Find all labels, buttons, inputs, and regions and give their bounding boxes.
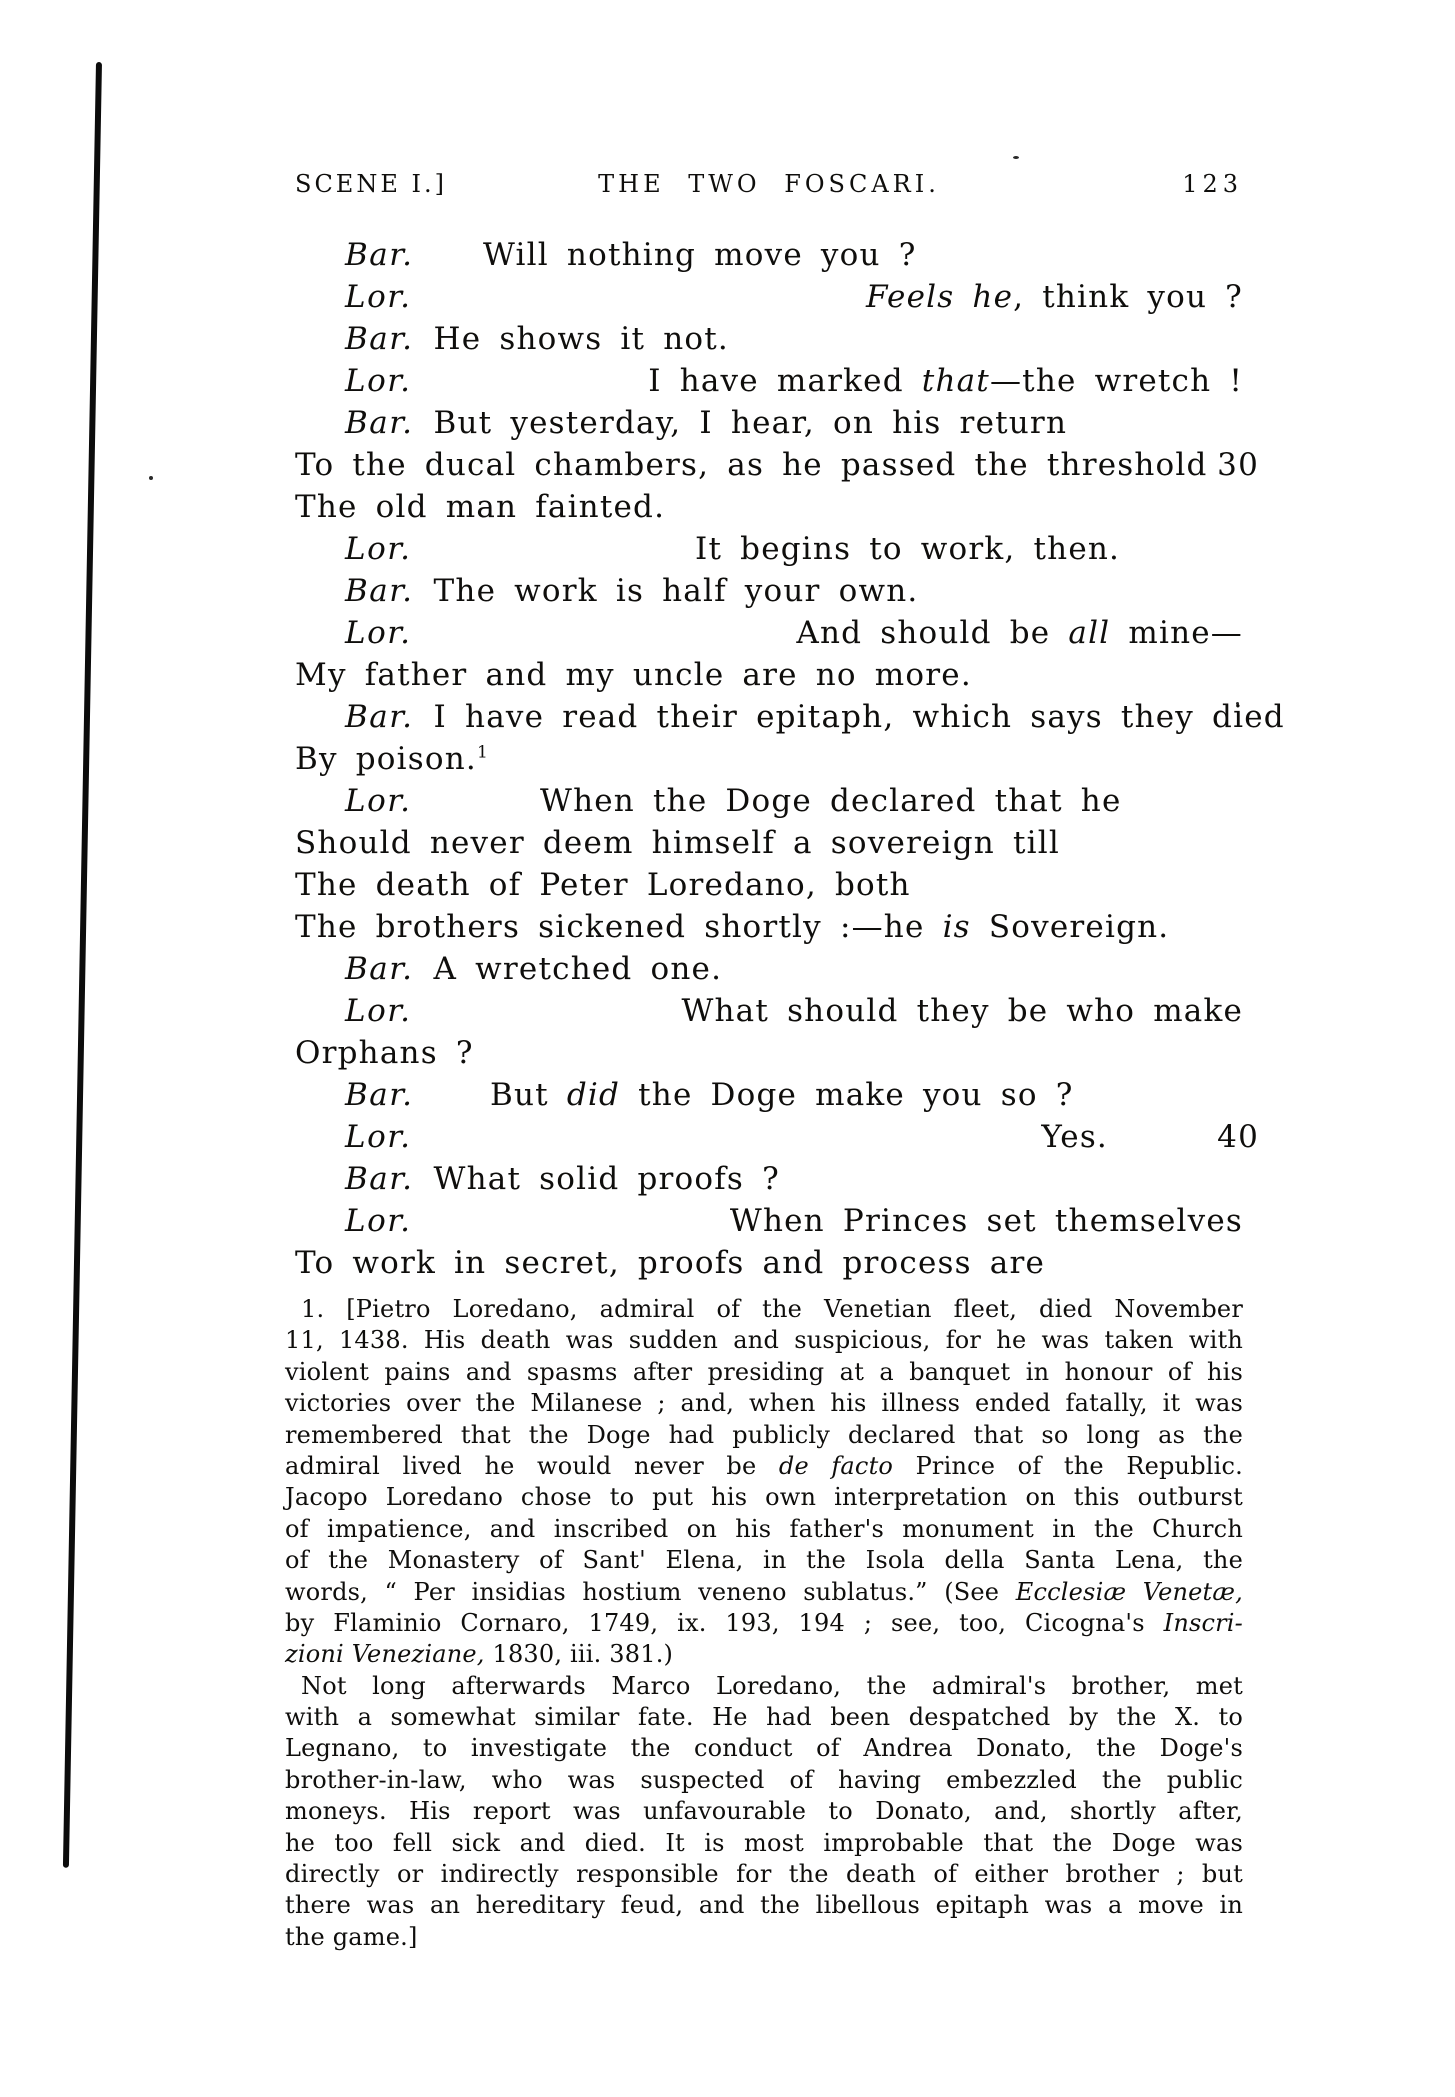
- verse-text: [695, 528, 1120, 570]
- text-segment: Prince of the Republic.: [893, 1451, 1244, 1480]
- footnote-line: [285, 1922, 1243, 1953]
- footnote-line: [285, 1514, 1243, 1545]
- speaker-abbrev: Lor.: [345, 363, 412, 399]
- speaker-abbrev: Lor.: [345, 1119, 412, 1155]
- dialogue-line: [295, 486, 1243, 528]
- footnote-line: [285, 1388, 1243, 1419]
- verse-text: [434, 321, 729, 357]
- speaker-abbrev: Lor.: [345, 1203, 412, 1239]
- verse-text: [490, 1074, 1074, 1116]
- text-segment: To work in secret, proofs and process are: [295, 1245, 1046, 1281]
- verse-text: [295, 867, 911, 903]
- binding-crease-line: [63, 62, 102, 1868]
- dialogue-line: [295, 822, 1243, 864]
- footnote-line: [285, 1671, 1243, 1702]
- dialogue-line: [295, 1074, 1243, 1116]
- dialogue-line: [295, 1200, 1243, 1242]
- text-segment: the game.]: [285, 1922, 418, 1951]
- footnote-line: [285, 1451, 1243, 1482]
- text-segment: remembered that the Doge had publicly declared that so long as the: [285, 1420, 1243, 1449]
- footnote-line: [285, 1482, 1243, 1513]
- text-segment: But: [490, 1077, 567, 1113]
- text-segment: Legnano, to investigate the conduct of Andrea Donato, the Doge's: [285, 1734, 1243, 1763]
- footnote-line: [285, 1357, 1243, 1388]
- text-segment: moneys. His report was unfavourable to Donato, and, shortly after,: [285, 1797, 1243, 1826]
- verse-text: [540, 780, 1122, 822]
- text-segment: Sovereign.: [970, 909, 1170, 945]
- text-segment: A wretched one.: [433, 951, 723, 987]
- footnote-line: [285, 1639, 1243, 1670]
- footnote-line: [285, 1828, 1243, 1859]
- dialogue-line: [295, 1158, 1243, 1200]
- text-segment: 11, 1438. His death was sudden and suspicious, for he was taken with: [285, 1326, 1243, 1355]
- dialogue-line: [295, 528, 1243, 570]
- text-segment: mine—: [1110, 615, 1243, 651]
- verse-line-number: 40: [1217, 1119, 1259, 1155]
- emphasis-text: did: [566, 1077, 621, 1113]
- text-segment: What should they be who make: [681, 993, 1243, 1029]
- dialogue-line: [295, 360, 1243, 402]
- speaker-abbrev: Bar.: [345, 321, 414, 357]
- speaker-abbrev: Lor.: [345, 993, 412, 1029]
- text-segment: of the Monastery of Sant' Elena, in the Isola della Santa Lena, the: [285, 1546, 1243, 1575]
- dialogue-line: [295, 864, 1243, 906]
- speaker-abbrev: Bar.: [345, 405, 414, 441]
- verse-text: [866, 276, 1243, 318]
- speaker-abbrev: Bar.: [345, 1077, 414, 1113]
- speaker-abbrev: Lor.: [345, 531, 412, 567]
- verse-text: [295, 489, 665, 525]
- scan-speck: [149, 476, 153, 480]
- dialogue-line: [295, 696, 1285, 738]
- footnote-line: [285, 1890, 1243, 1921]
- text-segment: 1830, iii. 381.): [484, 1640, 674, 1669]
- speaker-abbrev: Lor.: [345, 615, 412, 651]
- dialogue-line: [295, 612, 1243, 654]
- verse-text: [434, 405, 1068, 441]
- text-segment: To the ducal chambers, as he passed the threshold: [295, 447, 1208, 483]
- text-segment: the Doge make you so ?: [620, 1077, 1074, 1113]
- emphasis-text: Inscri-: [1163, 1608, 1243, 1637]
- scan-speck: [1013, 156, 1019, 159]
- text-segment: It begins to work, then.: [695, 531, 1121, 567]
- dialogue-line: [295, 234, 1243, 276]
- dialogue-line: [295, 738, 1243, 780]
- speaker-abbrev: Bar.: [345, 699, 414, 735]
- dialogue-line: [295, 318, 1243, 360]
- dialogue-line: [295, 402, 1243, 444]
- footnote-ref-superscript: 1: [476, 742, 490, 763]
- footnote-line: [285, 1796, 1243, 1827]
- text-segment: by Flaminio Cornaro, 1749, ix. 193, 194 ; see, too, Cicogna's: [285, 1608, 1164, 1637]
- text-segment: words, “ Per insidias hostium veneno sublatus.” (See: [285, 1577, 1016, 1606]
- verse-text: [295, 1245, 1045, 1281]
- dialogue-line: [295, 444, 1259, 486]
- footnote-line: [285, 1733, 1243, 1764]
- verse-text: [295, 657, 972, 693]
- text-segment: Jacopo Loredano chose to put his own interpretation on this outburst: [285, 1483, 1243, 1512]
- verse-text: [434, 573, 919, 609]
- dialogue-line: [295, 570, 1243, 612]
- text-segment: Should never deem himself a sovereign till: [295, 825, 1060, 861]
- speaker-abbrev: Lor.: [345, 783, 412, 819]
- emphasis-text: Ecclesiæ Venetæ,: [1015, 1577, 1243, 1606]
- footnote-block: [285, 1294, 1243, 1953]
- dialogue-line: [295, 780, 1243, 822]
- verse-text: [796, 612, 1243, 654]
- text-segment: Will nothing move you ?: [483, 237, 917, 273]
- text-segment: The work is half your own.: [433, 573, 919, 609]
- text-segment: He shows it not.: [433, 321, 729, 357]
- footnote-line: [285, 1294, 1243, 1325]
- speaker-abbrev: Bar.: [345, 573, 414, 609]
- text-segment: —the wretch !: [989, 363, 1243, 399]
- speaker-abbrev: Bar.: [345, 951, 414, 987]
- text-segment: When Princes set themselves: [729, 1203, 1243, 1239]
- verse-text: [1041, 1116, 1108, 1158]
- footnote-line: [285, 1765, 1243, 1796]
- footnote-line: [285, 1702, 1243, 1733]
- verse-text: [730, 1200, 1243, 1242]
- dialogue-line: [295, 654, 1243, 696]
- verse-text: [681, 990, 1243, 1032]
- text-segment: directly or indirectly responsible for the death of either brother ; but: [285, 1860, 1243, 1889]
- dialogue-line: [295, 276, 1243, 318]
- verse-text: [295, 447, 1208, 483]
- text-segment: The death of Peter Loredano, both: [295, 867, 911, 903]
- text-segment: I have marked: [648, 363, 922, 399]
- running-head-title: THE TWO FOSCARI.: [598, 170, 940, 198]
- speaker-abbrev: Lor.: [345, 279, 412, 315]
- verse-text: [483, 234, 917, 276]
- emphasis-text: that: [921, 363, 990, 399]
- dialogue-block: [295, 234, 1285, 1284]
- dialogue-line: [295, 906, 1243, 948]
- text-segment: there was an hereditary feud, and the libellous epitaph was a move in: [285, 1891, 1243, 1920]
- verse-text: [295, 741, 489, 777]
- verse-text: [434, 699, 1285, 735]
- text-segment: Yes.: [1041, 1119, 1108, 1155]
- text-segment: brother-in-law, who was suspected of having embezzled the public: [285, 1765, 1243, 1794]
- text-segment: The brothers sickened shortly :—he: [295, 909, 943, 945]
- verse-text: [648, 360, 1243, 402]
- footnote-line: [285, 1545, 1243, 1576]
- footnote-line: [285, 1859, 1243, 1890]
- emphasis-text: de facto: [778, 1451, 894, 1480]
- text-segment: I have read their epitaph, which says they died: [433, 699, 1285, 735]
- speaker-abbrev: Bar.: [345, 237, 414, 273]
- page-number: 123: [1182, 170, 1243, 198]
- dialogue-line: [295, 1032, 1243, 1074]
- dialogue-line: [295, 1242, 1243, 1284]
- text-segment: he too fell sick and died. It is most improbable that the Doge was: [285, 1828, 1243, 1857]
- text-segment: My father and my uncle are no more.: [295, 657, 972, 693]
- text-segment: with a somewhat similar fate. He had been despatched by the X. to: [285, 1703, 1243, 1732]
- text-segment: When the Doge declared that he: [540, 783, 1122, 819]
- text-segment: victories over the Milanese ; and, when his illness ended fatally, it was: [285, 1389, 1243, 1418]
- emphasis-text: Feels he: [866, 279, 1014, 315]
- text-segment: admiral lived he would never be: [285, 1451, 779, 1480]
- speaker-abbrev: Bar.: [345, 1161, 414, 1197]
- running-head-scene: SCENE I.]: [295, 170, 447, 198]
- text-segment: The old man fainted.: [295, 489, 666, 525]
- emphasis-text: all: [1068, 615, 1111, 651]
- text-segment: Orphans ?: [295, 1035, 474, 1071]
- text-segment: What solid proofs ?: [433, 1161, 780, 1197]
- text-segment: By poison.: [295, 741, 477, 777]
- text-segment: violent pains and spasms after presiding at a banquet in honour of his: [285, 1357, 1243, 1386]
- verse-text: [295, 909, 1169, 945]
- footnote-line: [285, 1420, 1243, 1451]
- text-segment: Not long afterwards Marco Loredano, the admiral's brother, met: [301, 1671, 1243, 1700]
- footnote-line: [285, 1577, 1243, 1608]
- emphasis-text: zioni Veneziane,: [285, 1640, 485, 1669]
- footnote-line: [285, 1608, 1243, 1639]
- verse-text: [295, 1035, 474, 1071]
- verse-text: [434, 1161, 780, 1197]
- text-segment: But yesterday, I hear, on his return: [433, 405, 1068, 441]
- text-segment: 1. [Pietro Loredano, admiral of the Venetian fleet, died November: [301, 1295, 1243, 1323]
- text-segment: And should be: [796, 615, 1069, 651]
- dialogue-line: [295, 990, 1243, 1032]
- verse-line-number: 30: [1217, 447, 1259, 483]
- dialogue-line: [295, 1116, 1259, 1158]
- footnote-line: [285, 1325, 1243, 1356]
- verse-text: [434, 951, 723, 987]
- text-segment: , think you ?: [1013, 279, 1243, 315]
- verse-text: [295, 825, 1060, 861]
- dialogue-line: [295, 948, 1243, 990]
- text-segment: of impatience, and inscribed on his father's monument in the Church: [285, 1514, 1243, 1543]
- running-header: [295, 170, 1243, 200]
- emphasis-text: is: [942, 909, 971, 945]
